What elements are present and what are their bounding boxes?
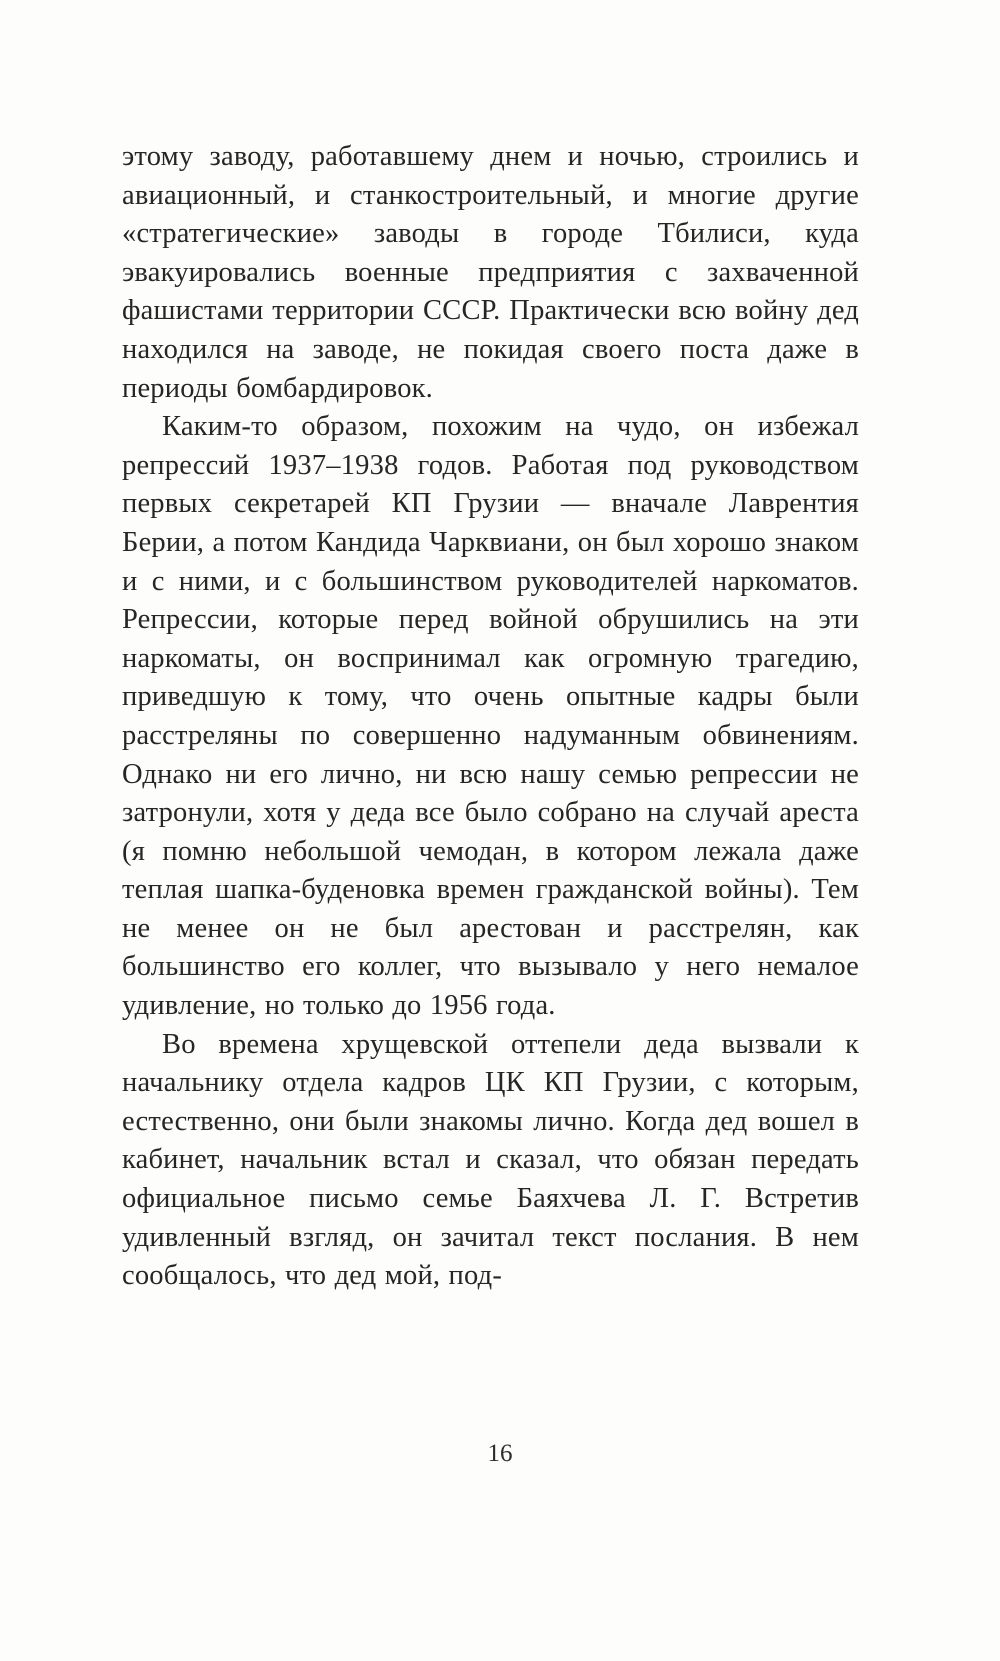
paragraph: Каким-то образом, похожим на чудо, он избежал репрессий 1937–1938 годов. Работая под руководством первых секретарей КП Грузии — вначале Лаврентия Берии, а потом Кандида Чарквиани, он был хорошо знаком и с ними, и с большинством руководителей наркоматов. Репрессии, которые перед войной обрушились на эти наркоматы, он воспринимал как огромную трагедию, приведшую к тому, что очень опытные кадры были расстреляны по совершенно надуманным обвинениям. Однако ни его лично, ни всю нашу семью репрессии не затронули, хотя у деда все было собрано на случай ареста (я помню небольшой чемодан, в котором лежала даже теплая шапка-буденовка времен гражданской войны). Тем не менее он не был арестован и расстрелян, как большинство его коллег, что вызывало у него немалое удивление, но только до 1956 года. [122, 411, 859, 1022]
paragraph: этому заводу, работавшему днем и ночью, строились и авиационный, и станкостроительный, и многие другие «стратегические» заводы в городе Тбилиси, куда эвакуировались военные предприятия с захваченной фашистами территории СССР. Практически всю войну дед находился на заводе, не покидая своего поста даже в периоды бомбардировок. [122, 141, 859, 404]
paragraph: Во времена хрущевской оттепели деда вызвали к начальнику отдела кадров ЦК КП Грузии, с которым, естественно, они были знакомы лично. Когда дед вошел в кабинет, начальник встал и сказал, что обязан передать официальное письмо семье Баяхчева Л. Г. Встретив удивленный взгляд, он зачитал текст послания. В нем сообщалось, что дед мой, под- [122, 1028, 859, 1292]
body-text [122, 138, 859, 1296]
page-number: 16 [487, 1440, 513, 1467]
